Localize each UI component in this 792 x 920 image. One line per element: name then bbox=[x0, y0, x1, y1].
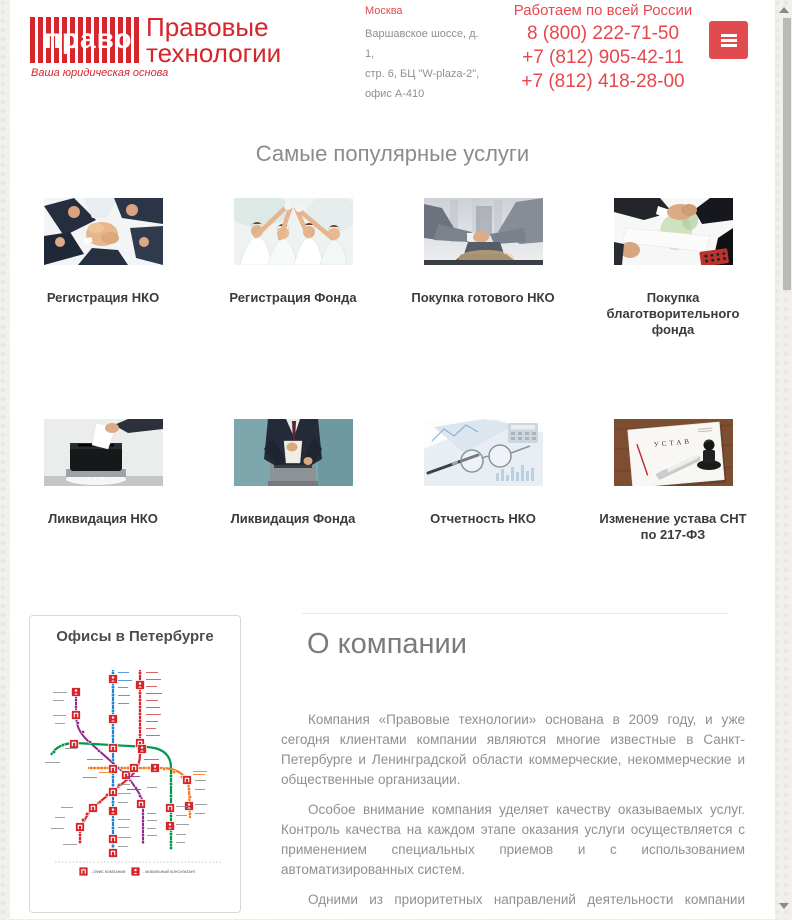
calculator-glasses-photo bbox=[424, 419, 543, 486]
scroll-down-icon[interactable] bbox=[779, 903, 789, 909]
city-link[interactable]: Москва bbox=[365, 5, 403, 17]
team-highfive-photo bbox=[234, 198, 353, 265]
team-highfive-photo bbox=[234, 198, 353, 265]
service-card-label: Ликвидация НКО bbox=[48, 511, 158, 526]
service-card-registraciya-fonda[interactable] bbox=[203, 198, 383, 306]
paper-shredder-photo bbox=[44, 419, 163, 486]
about-paragraph: Одними из приоритетных направлений деятельности компании bbox=[308, 892, 745, 907]
address-line: Варшавское шоссе, д. 1, bbox=[365, 28, 479, 60]
section-divider bbox=[302, 613, 728, 614]
phone-link[interactable]: +7 (812) 905-42-11 bbox=[522, 47, 684, 68]
site-logo[interactable] bbox=[30, 12, 310, 78]
service-card-pokupka-nko[interactable] bbox=[393, 198, 573, 306]
service-card-likvidaciya-nko[interactable] bbox=[13, 419, 193, 527]
ustav-document-title: УСТАВ bbox=[653, 437, 692, 449]
service-card-pokupka-fonda[interactable] bbox=[583, 198, 763, 338]
logo-tagline: Ваша юридическая основа bbox=[31, 67, 169, 79]
offices-panel-title: Офисы в Петербурге bbox=[56, 628, 214, 645]
service-card-otchetnost-nko[interactable] bbox=[393, 419, 573, 527]
page-scrollbar[interactable] bbox=[775, 0, 792, 919]
handshake-laptop-photo bbox=[424, 198, 543, 265]
service-card-likvidaciya-fonda[interactable] bbox=[203, 419, 383, 527]
legend-office-label: - ОФИС КОМПАНИИ bbox=[91, 870, 126, 874]
handshake-laptop-photo bbox=[424, 198, 543, 265]
legend-consultant-label: - МОБИЛЬНЫЙ КОНСУЛЬТАНТ bbox=[143, 870, 196, 874]
man-shredder-photo bbox=[234, 419, 353, 486]
handshake-document-photo bbox=[614, 198, 733, 265]
address-line: офис А-410 bbox=[365, 88, 425, 100]
service-card-label: Изменение устава СНТ по 217-ФЗ bbox=[599, 511, 747, 542]
office-marker-icon bbox=[79, 867, 88, 876]
handshake-document-photo bbox=[614, 198, 733, 265]
paper-shredder-photo bbox=[44, 419, 163, 486]
logo-title-line1: Правовые bbox=[146, 12, 269, 42]
service-card-registraciya-nko[interactable] bbox=[13, 198, 193, 306]
about-paragraph: Особое внимание компания уделяет качеству оказываемых услуг. Контроль качества на каждом этапе оказания услуги осуществляется с применением специальных приемов и с использованием автоматизированных систем. bbox=[281, 802, 745, 877]
team-hands-photo bbox=[44, 198, 163, 265]
about-title: О компании bbox=[307, 628, 467, 660]
calculator-glasses-photo bbox=[424, 419, 543, 486]
menu-icon bbox=[721, 39, 737, 42]
service-card-label: Регистрация НКО bbox=[46, 290, 160, 305]
ustav-stamp-photo bbox=[614, 419, 733, 486]
spb-metro-map bbox=[43, 656, 233, 886]
about-section bbox=[281, 600, 745, 919]
site-page bbox=[10, 0, 775, 919]
logo-barcode-icon bbox=[30, 17, 142, 63]
about-text bbox=[281, 710, 745, 920]
ustav-stamp-photo bbox=[614, 419, 733, 486]
service-card-izmenenie-ustava[interactable] bbox=[583, 419, 763, 543]
service-card-label: Отчетность НКО bbox=[430, 511, 536, 526]
team-hands-photo bbox=[44, 198, 163, 265]
service-card-label: Покупка благотворительного фонда bbox=[606, 290, 740, 337]
office-address bbox=[365, 5, 485, 104]
about-paragraph: Компания «Правовые технологии» основана в 2009 году, и уже сегодня клиентами компании являются многие известные в Санкт-Петербурге и Ленинградской области коммерческие, некоммерческие и общественные организации. bbox=[281, 712, 745, 787]
phone-link[interactable]: 8 (800) 222-71-50 bbox=[526, 23, 680, 44]
logo-knockout-text: право bbox=[44, 23, 133, 54]
service-card-label: Регистрация Фонда bbox=[229, 290, 357, 305]
menu-button[interactable] bbox=[709, 21, 748, 59]
address-line: стр. 6, БЦ "W-plaza-2", bbox=[365, 68, 480, 80]
consultant-marker-icon bbox=[131, 867, 140, 876]
service-card-label: Покупка готового НКО bbox=[411, 290, 555, 305]
scrollbar-thumb[interactable] bbox=[783, 18, 791, 290]
phones-note: Работаем по всей России bbox=[513, 2, 693, 19]
logo-title bbox=[146, 14, 281, 66]
phone-link[interactable]: +7 (812) 418-28-00 bbox=[521, 71, 685, 92]
phone-block bbox=[478, 0, 728, 94]
scroll-up-icon[interactable] bbox=[779, 7, 789, 13]
service-card-label: Ликвидация Фонда bbox=[230, 511, 356, 526]
services-section-title: Самые популярные услуги bbox=[255, 141, 530, 166]
man-shredder-photo bbox=[234, 419, 353, 486]
offices-panel bbox=[29, 615, 241, 913]
logo-title-line2: технологии bbox=[146, 38, 282, 68]
